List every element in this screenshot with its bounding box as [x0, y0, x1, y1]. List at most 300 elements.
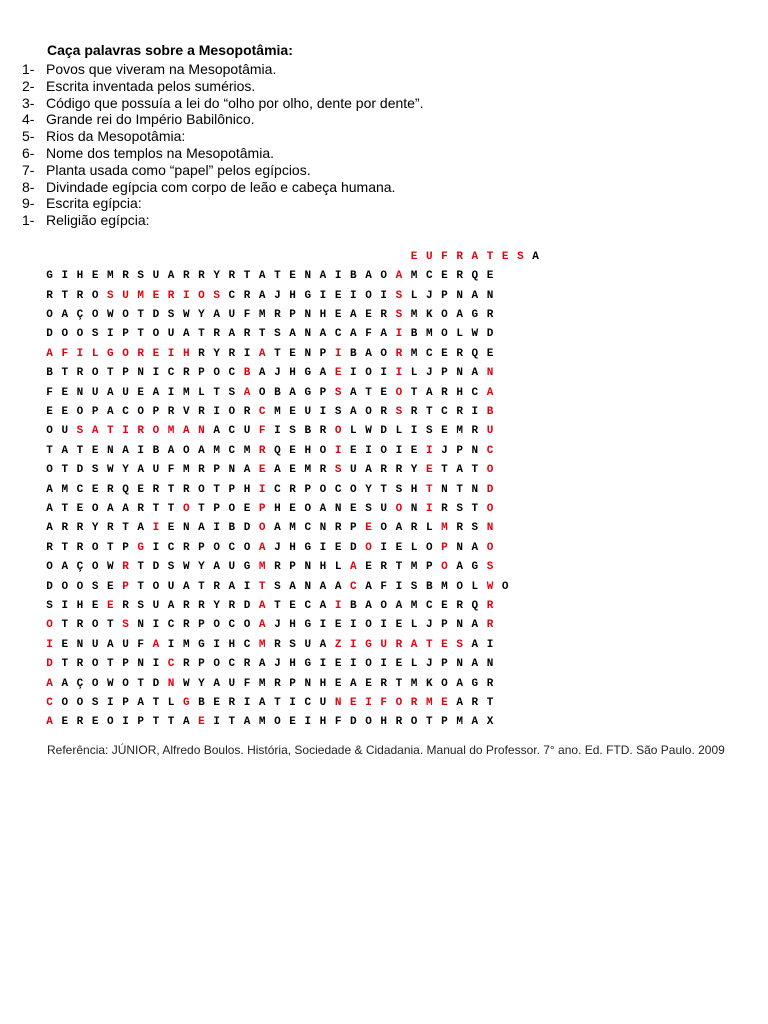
grid-letter: T	[274, 347, 281, 360]
question-item	[22, 195, 142, 212]
grid-letter: E	[334, 308, 342, 321]
grid-letter: N	[456, 658, 463, 671]
grid-letter-found: P	[122, 580, 129, 593]
grid-letter: A	[122, 502, 129, 515]
grid-letter: E	[486, 347, 494, 360]
grid-letter: M	[258, 308, 266, 321]
grid-letter-found: S	[456, 638, 463, 651]
grid-letter: C	[228, 619, 236, 632]
grid-letter: M	[182, 386, 190, 399]
grid-letter: T	[486, 697, 494, 710]
grid-letter-found: O	[395, 386, 403, 399]
grid-letter: H	[410, 483, 418, 496]
grid-row	[42, 519, 543, 538]
grid-row	[42, 635, 543, 654]
grid-letter-found: P	[258, 502, 266, 515]
grid-letter: U	[122, 386, 129, 399]
grid-letter: R	[198, 270, 205, 283]
grid-row	[42, 286, 543, 305]
grid-letter-found: M	[258, 638, 266, 651]
grid-letter: E	[137, 483, 145, 496]
grid-letter: M	[410, 677, 418, 690]
grid-letter: T	[198, 502, 205, 515]
grid-letter: M	[107, 270, 114, 283]
grid-letter-found: S	[76, 425, 84, 438]
grid-letter-found: G	[107, 347, 114, 360]
grid-letter: P	[441, 619, 448, 632]
grid-letter: T	[471, 502, 479, 515]
grid-letter-found: G	[182, 697, 190, 710]
question-item	[22, 212, 150, 229]
grid-letter: D	[46, 328, 53, 341]
grid-letter: Y	[198, 561, 205, 574]
grid-letter-found: U	[380, 638, 388, 651]
grid-letter: R	[410, 522, 418, 535]
grid-letter-found: G	[137, 541, 145, 554]
grid-letter: J	[274, 619, 281, 632]
grid-letter: T	[61, 367, 69, 380]
grid-letter: I	[319, 541, 327, 554]
grid-letter-found: D	[46, 658, 53, 671]
grid-letter: H	[228, 638, 236, 651]
grid-letter: A	[365, 600, 372, 613]
grid-letter: A	[107, 386, 114, 399]
question-number: 5-	[22, 128, 35, 145]
question-text: Religião egípcia:	[46, 212, 150, 229]
grid-letter: T	[61, 541, 69, 554]
grid-letter: U	[380, 502, 388, 515]
grid-letter: O	[213, 619, 220, 632]
grid-letter: A	[61, 677, 69, 690]
grid-letter: N	[471, 444, 479, 457]
grid-letter: A	[456, 561, 463, 574]
grid-letter: O	[46, 561, 53, 574]
grid-letter: I	[319, 289, 327, 302]
grid-letter: H	[76, 270, 84, 283]
question-item	[22, 128, 185, 145]
grid-letter: K	[425, 677, 433, 690]
grid-letter: P	[289, 561, 296, 574]
grid-letter-found: C	[258, 405, 266, 418]
grid-letter: N	[456, 541, 463, 554]
grid-letter-found: E	[107, 600, 114, 613]
grid-letter: D	[152, 561, 160, 574]
grid-letter: R	[107, 483, 114, 496]
grid-letter: M	[410, 561, 418, 574]
grid-letter: A	[167, 270, 175, 283]
grid-letter: D	[350, 541, 357, 554]
grid-letter: E	[441, 425, 448, 438]
grid-letter-found: E	[441, 638, 448, 651]
grid-letter: R	[152, 483, 160, 496]
grid-letter: I	[152, 541, 160, 554]
grid-letter: U	[243, 425, 251, 438]
grid-letter-found: O	[198, 289, 205, 302]
grid-letter: R	[380, 464, 388, 477]
grid-row	[42, 460, 543, 479]
grid-letter: R	[182, 619, 190, 632]
grid-letter: E	[289, 464, 296, 477]
grid-letter: L	[350, 425, 357, 438]
question-number: 1-	[22, 61, 35, 77]
grid-letter: E	[137, 386, 145, 399]
grid-letter-found: S	[107, 289, 114, 302]
grid-letter-found: I	[395, 367, 403, 380]
grid-letter: T	[61, 464, 69, 477]
grid-letter: H	[243, 483, 251, 496]
grid-row	[42, 441, 543, 460]
grid-letter-found: U	[486, 425, 494, 438]
grid-letter-found: O	[334, 425, 342, 438]
grid-letter-found: E	[198, 716, 205, 729]
grid-letter: N	[304, 677, 312, 690]
grid-letter: P	[122, 328, 129, 341]
grid-letter: R	[486, 308, 494, 321]
grid-letter: C	[304, 600, 312, 613]
grid-letter: S	[91, 697, 99, 710]
grid-letter: N	[456, 367, 463, 380]
grid-letter: A	[46, 502, 53, 515]
grid-row	[42, 693, 543, 712]
grid-letter: I	[61, 600, 69, 613]
grid-letter-found: R	[122, 561, 129, 574]
grid-letter-found: A	[410, 638, 418, 651]
grid-letter: C	[274, 483, 281, 496]
grid-letter: B	[425, 580, 433, 593]
grid-letter: O	[365, 619, 372, 632]
grid-letter: O	[380, 444, 388, 457]
grid-letter: I	[152, 367, 160, 380]
grid-letter: S	[228, 386, 236, 399]
grid-letter: A	[213, 425, 220, 438]
grid-row	[42, 422, 543, 441]
grid-letter: O	[76, 697, 84, 710]
grid-letter: Q	[471, 600, 479, 613]
grid-letter: B	[152, 444, 160, 457]
grid-letter: G	[46, 270, 53, 283]
grid-letter: W	[471, 328, 479, 341]
grid-letter: R	[456, 522, 463, 535]
grid-letter: M	[243, 444, 251, 457]
grid-letter: O	[91, 289, 99, 302]
grid-letter: I	[410, 425, 418, 438]
grid-letter: N	[182, 522, 190, 535]
grid-letter: P	[198, 367, 205, 380]
grid-letter: W	[182, 308, 190, 321]
grid-letter-found: D	[486, 483, 494, 496]
grid-letter: E	[334, 289, 342, 302]
grid-letter: A	[471, 619, 479, 632]
grid-letter: O	[76, 405, 84, 418]
grid-letter: S	[410, 580, 418, 593]
grid-letter: T	[410, 386, 418, 399]
grid-letter: O	[91, 541, 99, 554]
grid-letter: R	[289, 483, 296, 496]
grid-letter: O	[441, 328, 448, 341]
grid-letter: R	[274, 308, 281, 321]
grid-row	[42, 655, 543, 674]
grid-letter: R	[319, 464, 327, 477]
grid-letter: G	[304, 367, 312, 380]
grid-letter: R	[228, 697, 236, 710]
grid-letter: A	[319, 638, 327, 651]
grid-letter: I	[350, 619, 357, 632]
grid-letter: U	[91, 638, 99, 651]
grid-letter: R	[182, 541, 190, 554]
grid-letter: R	[471, 697, 479, 710]
grid-letter-found: R	[258, 444, 266, 457]
grid-letter: U	[350, 464, 357, 477]
grid-letter: S	[91, 464, 99, 477]
grid-letter: A	[350, 328, 357, 341]
grid-letter: F	[137, 638, 145, 651]
grid-letter: R	[76, 541, 84, 554]
grid-letter: E	[289, 444, 296, 457]
grid-letter: N	[304, 328, 312, 341]
grid-letter: Q	[274, 444, 281, 457]
grid-letter: P	[441, 367, 448, 380]
grid-letter-found: A	[258, 347, 266, 360]
grid-letter: I	[380, 541, 388, 554]
grid-letter: A	[319, 600, 327, 613]
grid-letter: N	[304, 561, 312, 574]
grid-letter: A	[46, 483, 53, 496]
grid-letter: R	[441, 386, 448, 399]
grid-letter: U	[61, 425, 69, 438]
grid-letter: H	[380, 716, 388, 729]
grid-letter: Y	[91, 522, 99, 535]
grid-letter: C	[167, 367, 175, 380]
grid-letter: O	[61, 328, 69, 341]
grid-letter: E	[365, 677, 372, 690]
grid-letter: A	[471, 541, 479, 554]
grid-letter: I	[395, 580, 403, 593]
grid-letter-found: O	[46, 619, 53, 632]
grid-letter: T	[137, 308, 145, 321]
grid-letter: A	[319, 502, 327, 515]
grid-letter: E	[91, 444, 99, 457]
grid-letter: A	[228, 328, 236, 341]
grid-letter-found: M	[441, 522, 448, 535]
grid-letter: O	[46, 308, 53, 321]
grid-letter: Y	[198, 308, 205, 321]
grid-letter: R	[380, 405, 388, 418]
grid-letter: H	[319, 716, 327, 729]
grid-letter-found: N	[167, 677, 175, 690]
grid-letter: P	[228, 483, 236, 496]
grid-letter: L	[410, 367, 418, 380]
grid-letter: E	[91, 483, 99, 496]
grid-row	[42, 383, 543, 402]
grid-letter: T	[228, 716, 236, 729]
grid-letter: N	[304, 270, 312, 283]
grid-letter: P	[289, 677, 296, 690]
grid-letter-found: I	[46, 638, 53, 651]
grid-letter-found: U	[425, 250, 433, 263]
grid-letter: A	[258, 367, 266, 380]
grid-letter: C	[425, 600, 433, 613]
grid-letter: J	[441, 444, 448, 457]
grid-letter: A	[395, 522, 403, 535]
grid-letter: E	[395, 619, 403, 632]
grid-letter: E	[61, 405, 69, 418]
grid-letter: O	[365, 405, 372, 418]
grid-letter: N	[304, 308, 312, 321]
grid-letter: R	[182, 270, 190, 283]
grid-letter: A	[182, 580, 190, 593]
grid-letter: R	[274, 561, 281, 574]
grid-letter: R	[228, 600, 236, 613]
grid-letter: J	[425, 289, 433, 302]
grid-letter: U	[152, 464, 160, 477]
grid-letter: P	[198, 658, 205, 671]
grid-letter: A	[107, 638, 114, 651]
grid-letter-found: E	[425, 464, 433, 477]
grid-letter-found: T	[486, 250, 494, 263]
grid-letter-found: C	[46, 697, 53, 710]
grid-letter-found: T	[107, 425, 114, 438]
grid-letter-found: F	[380, 697, 388, 710]
grid-letter: L	[410, 541, 418, 554]
grid-letter: O	[46, 425, 53, 438]
grid-row	[42, 305, 543, 324]
grid-letter: L	[167, 697, 175, 710]
grid-letter: I	[380, 367, 388, 380]
grid-letter: R	[395, 464, 403, 477]
grid-letter: U	[319, 697, 327, 710]
grid-letter: A	[258, 270, 266, 283]
question-number: 2-	[22, 77, 35, 94]
grid-letter: A	[365, 347, 372, 360]
grid-letter: P	[122, 697, 129, 710]
grid-letter: P	[350, 522, 357, 535]
question-item	[22, 162, 311, 179]
grid-letter: A	[213, 561, 220, 574]
grid-letter: Y	[198, 677, 205, 690]
grid-letter: L	[410, 619, 418, 632]
grid-letter-found: A	[350, 561, 357, 574]
grid-row	[42, 538, 543, 557]
grid-letter: E	[380, 386, 388, 399]
question-item	[22, 61, 276, 78]
grid-letter: A	[213, 308, 220, 321]
grid-letter: Q	[471, 347, 479, 360]
grid-letter: S	[137, 270, 145, 283]
grid-letter: H	[289, 367, 296, 380]
grid-letter: N	[304, 580, 312, 593]
grid-letter: R	[213, 328, 220, 341]
grid-letter: O	[365, 367, 372, 380]
grid-letter-found: A	[46, 716, 53, 729]
grid-letter: A	[289, 328, 296, 341]
grid-letter: I	[243, 580, 251, 593]
grid-letter-found: S	[334, 464, 342, 477]
grid-letter: S	[137, 600, 145, 613]
grid-letter: A	[198, 444, 205, 457]
grid-letter: S	[289, 425, 296, 438]
grid-letter: I	[107, 328, 114, 341]
reference-text: Referência: JÚNIOR, Alfredo Boulos. História, Sociedade & Cidadania. Manual do Professor. 7° ano. Ed. FTD. São Paulo. 2009	[47, 743, 725, 757]
grid-letter: B	[228, 522, 236, 535]
grid-letter: A	[289, 386, 296, 399]
grid-letter-found: I	[425, 444, 433, 457]
grid-letter: E	[46, 405, 53, 418]
grid-letter: R	[167, 405, 175, 418]
question-text: Povos que viveram na Mesopotâmia.	[46, 61, 277, 77]
grid-letter: T	[395, 561, 403, 574]
grid-letter: O	[258, 386, 266, 399]
grid-letter: N	[137, 367, 145, 380]
grid-letter: O	[319, 483, 327, 496]
grid-letter-found: I	[395, 328, 403, 341]
grid-letter: A	[182, 328, 190, 341]
grid-letter: I	[380, 658, 388, 671]
question-text: Código que possuía a lei do “olho por olho, dente por dente”.	[46, 94, 424, 111]
grid-letter: E	[334, 541, 342, 554]
grid-letter-found: E	[410, 250, 418, 263]
grid-letter: E	[243, 502, 251, 515]
grid-letter: S	[365, 502, 372, 515]
grid-letter: E	[76, 502, 84, 515]
grid-letter: E	[61, 386, 69, 399]
question-text: Nome dos templos na Mesopotâmia.	[46, 145, 274, 161]
grid-letter: M	[182, 638, 190, 651]
grid-letter: M	[258, 677, 266, 690]
grid-row	[42, 674, 543, 693]
grid-letter-found: N	[486, 522, 494, 535]
grid-letter: E	[441, 270, 448, 283]
grid-letter-found: A	[258, 600, 266, 613]
grid-letter: T	[213, 386, 220, 399]
grid-letter: O	[319, 444, 327, 457]
grid-letter-found: B	[243, 367, 251, 380]
grid-letter: E	[350, 502, 357, 515]
grid-letter-found: O	[486, 541, 494, 554]
grid-letter: O	[228, 502, 236, 515]
grid-letter: T	[395, 677, 403, 690]
grid-letter: N	[486, 289, 494, 302]
grid-letter: E	[61, 638, 69, 651]
grid-letter: E	[395, 658, 403, 671]
grid-letter: C	[304, 697, 312, 710]
grid-letter: U	[304, 638, 312, 651]
grid-letter: W	[107, 677, 114, 690]
grid-letter: O	[61, 580, 69, 593]
grid-row	[42, 325, 543, 344]
grid-letter: E	[334, 619, 342, 632]
grid-letter-found: R	[486, 619, 494, 632]
grid-letter-found: R	[410, 697, 418, 710]
grid-letter: C	[228, 289, 236, 302]
grid-letter: P	[137, 716, 145, 729]
grid-letter: T	[137, 580, 145, 593]
grid-letter-found: C	[350, 580, 357, 593]
grid-letter: B	[274, 386, 281, 399]
grid-letter-found: N	[334, 697, 342, 710]
grid-letter-found: I	[258, 483, 266, 496]
grid-letter: T	[198, 328, 205, 341]
grid-letter: F	[243, 308, 251, 321]
grid-letter: D	[243, 600, 251, 613]
grid-letter: I	[243, 697, 251, 710]
grid-letter: A	[350, 308, 357, 321]
grid-row	[42, 247, 543, 266]
grid-letter: R	[182, 600, 190, 613]
grid-letter: T	[61, 619, 69, 632]
grid-letter: R	[228, 347, 236, 360]
grid-letter: Ç	[76, 561, 84, 574]
grid-letter: B	[350, 347, 357, 360]
